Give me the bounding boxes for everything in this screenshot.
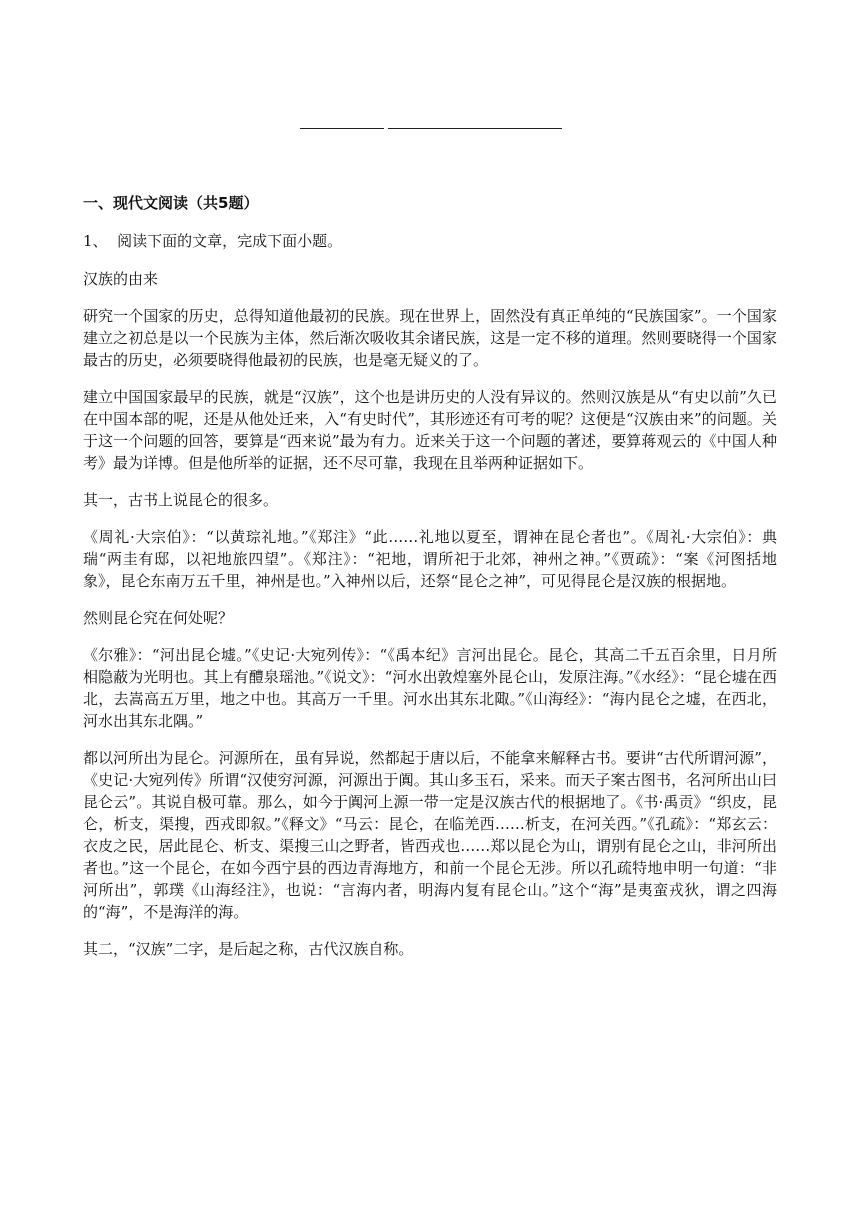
- question-number: 1、: [83, 232, 108, 250]
- question-prompt: [83, 229, 777, 253]
- article-paragraph: 然则昆仑究在何处呢？: [83, 609, 234, 627]
- blank-line-short: [300, 128, 384, 129]
- article-paragraph: 建立中国国家最早的民族，就是“汉族”，这个也是讲历史的人没有异议的。然则汉族是从“有史以前”久已在中国本部的呢，还是从他处迁来，入“有史时代”，其形迹还有可考的呢？这便是“汉族由来”的问题。关于这一个问题的回答，要算是“西来说”最为有力。近来关于这一个问题的著述，要算蒋观云的《中国人种考》最为详博。但是他所举的证据，还不尽可靠，我现在且举两种证据如下。: [83, 388, 777, 472]
- section-title: 一、现代文阅读（共5题）: [83, 194, 259, 212]
- question-text: 阅读下面的文章，完成下面小题。: [117, 232, 343, 250]
- article-paragraph: 《尔雅》：“河出昆仑墟。”《史记·大宛列传》：“《禹本纪》言河出昆仑。昆仑，其高二千五百余里，日月所相隐蔽为光明也。其上有醴泉瑶池。”《说文》：“河水出敦煌塞外昆仑山，发原注海。”《水经》：“昆仑墟在西北，去嵩高五万里，地之中也。其高万一千里。河水出其东北陬。”《山海经》：“海内昆仑之墟，在西北，河水出其东北隅。”: [83, 646, 777, 730]
- article-title: 汉族的由来: [83, 270, 159, 288]
- header-blank-lines: [300, 116, 562, 128]
- article-paragraph: 《周礼·大宗伯》：“以黄琮礼地。”《郑注》“此……礼地以夏至，谓神在昆仑者也”。《周礼·大宗伯》：典瑞“两圭有邸，以祀地旅四望”。《郑注》：“祀地，谓所祀于北郊，神州之神。”《贾疏》：“案《河图括地象》，昆仑东南万五千里，神州是也。”入神州以后，还祭“昆仑之神”，可见得昆仑是汉族的根据地。: [83, 528, 777, 590]
- article-paragraph: 研究一个国家的历史，总得知道他最初的民族。现在世界上，固然没有真正单纯的“民族国家”。一个国家建立之初总是以一个民族为主体，然后渐次吸收其余诸民族，这是一定不移的道理。然则要晓得一个国家最古的历史，必须要晓得他最初的民族，也是毫无疑义的了。: [83, 307, 777, 369]
- document-content: [83, 191, 777, 975]
- article-paragraph: 其一，古书上说昆仑的很多。: [83, 491, 279, 509]
- article-paragraph: 其二，“汉族”二字，是后起之称，古代汉族自称。: [83, 940, 414, 958]
- blank-line-long: [388, 128, 562, 129]
- article-paragraph: 都以河所出为昆仑。河源所在，虽有异说，然都起于唐以后，不能拿来解释古书。要讲“古代所谓河源”，《史记·大宛列传》所谓“汉使穷河源，河源出于阗。其山多玉石，采来。而天子案古图书，名河所出山曰昆仑云”。其说自极可靠。那么，如今于阗河上源一带一定是汉族古代的根据地了。《书·禹贡》“织皮，昆仑，析支，渠搜，西戎即叙。”《释文》“马云：昆仑，在临羌西……析支，在河关西。”《孔疏》：“郑玄云：衣皮之民，居此昆仑、析支、渠搜三山之野者，皆西戎也……郑以昆仑为山，谓别有昆仑之山，非河所出者也。”这一个昆仑，在如今西宁县的西边青海地方，和前一个昆仑无涉。所以孔疏特地申明一句道：“非河所出”，郭璞《山海经注》，也说：“言海内者，明海内复有昆仑山。”这个“海”是夷蛮戎狄，谓之四海的“海”，不是海洋的海。: [83, 749, 777, 921]
